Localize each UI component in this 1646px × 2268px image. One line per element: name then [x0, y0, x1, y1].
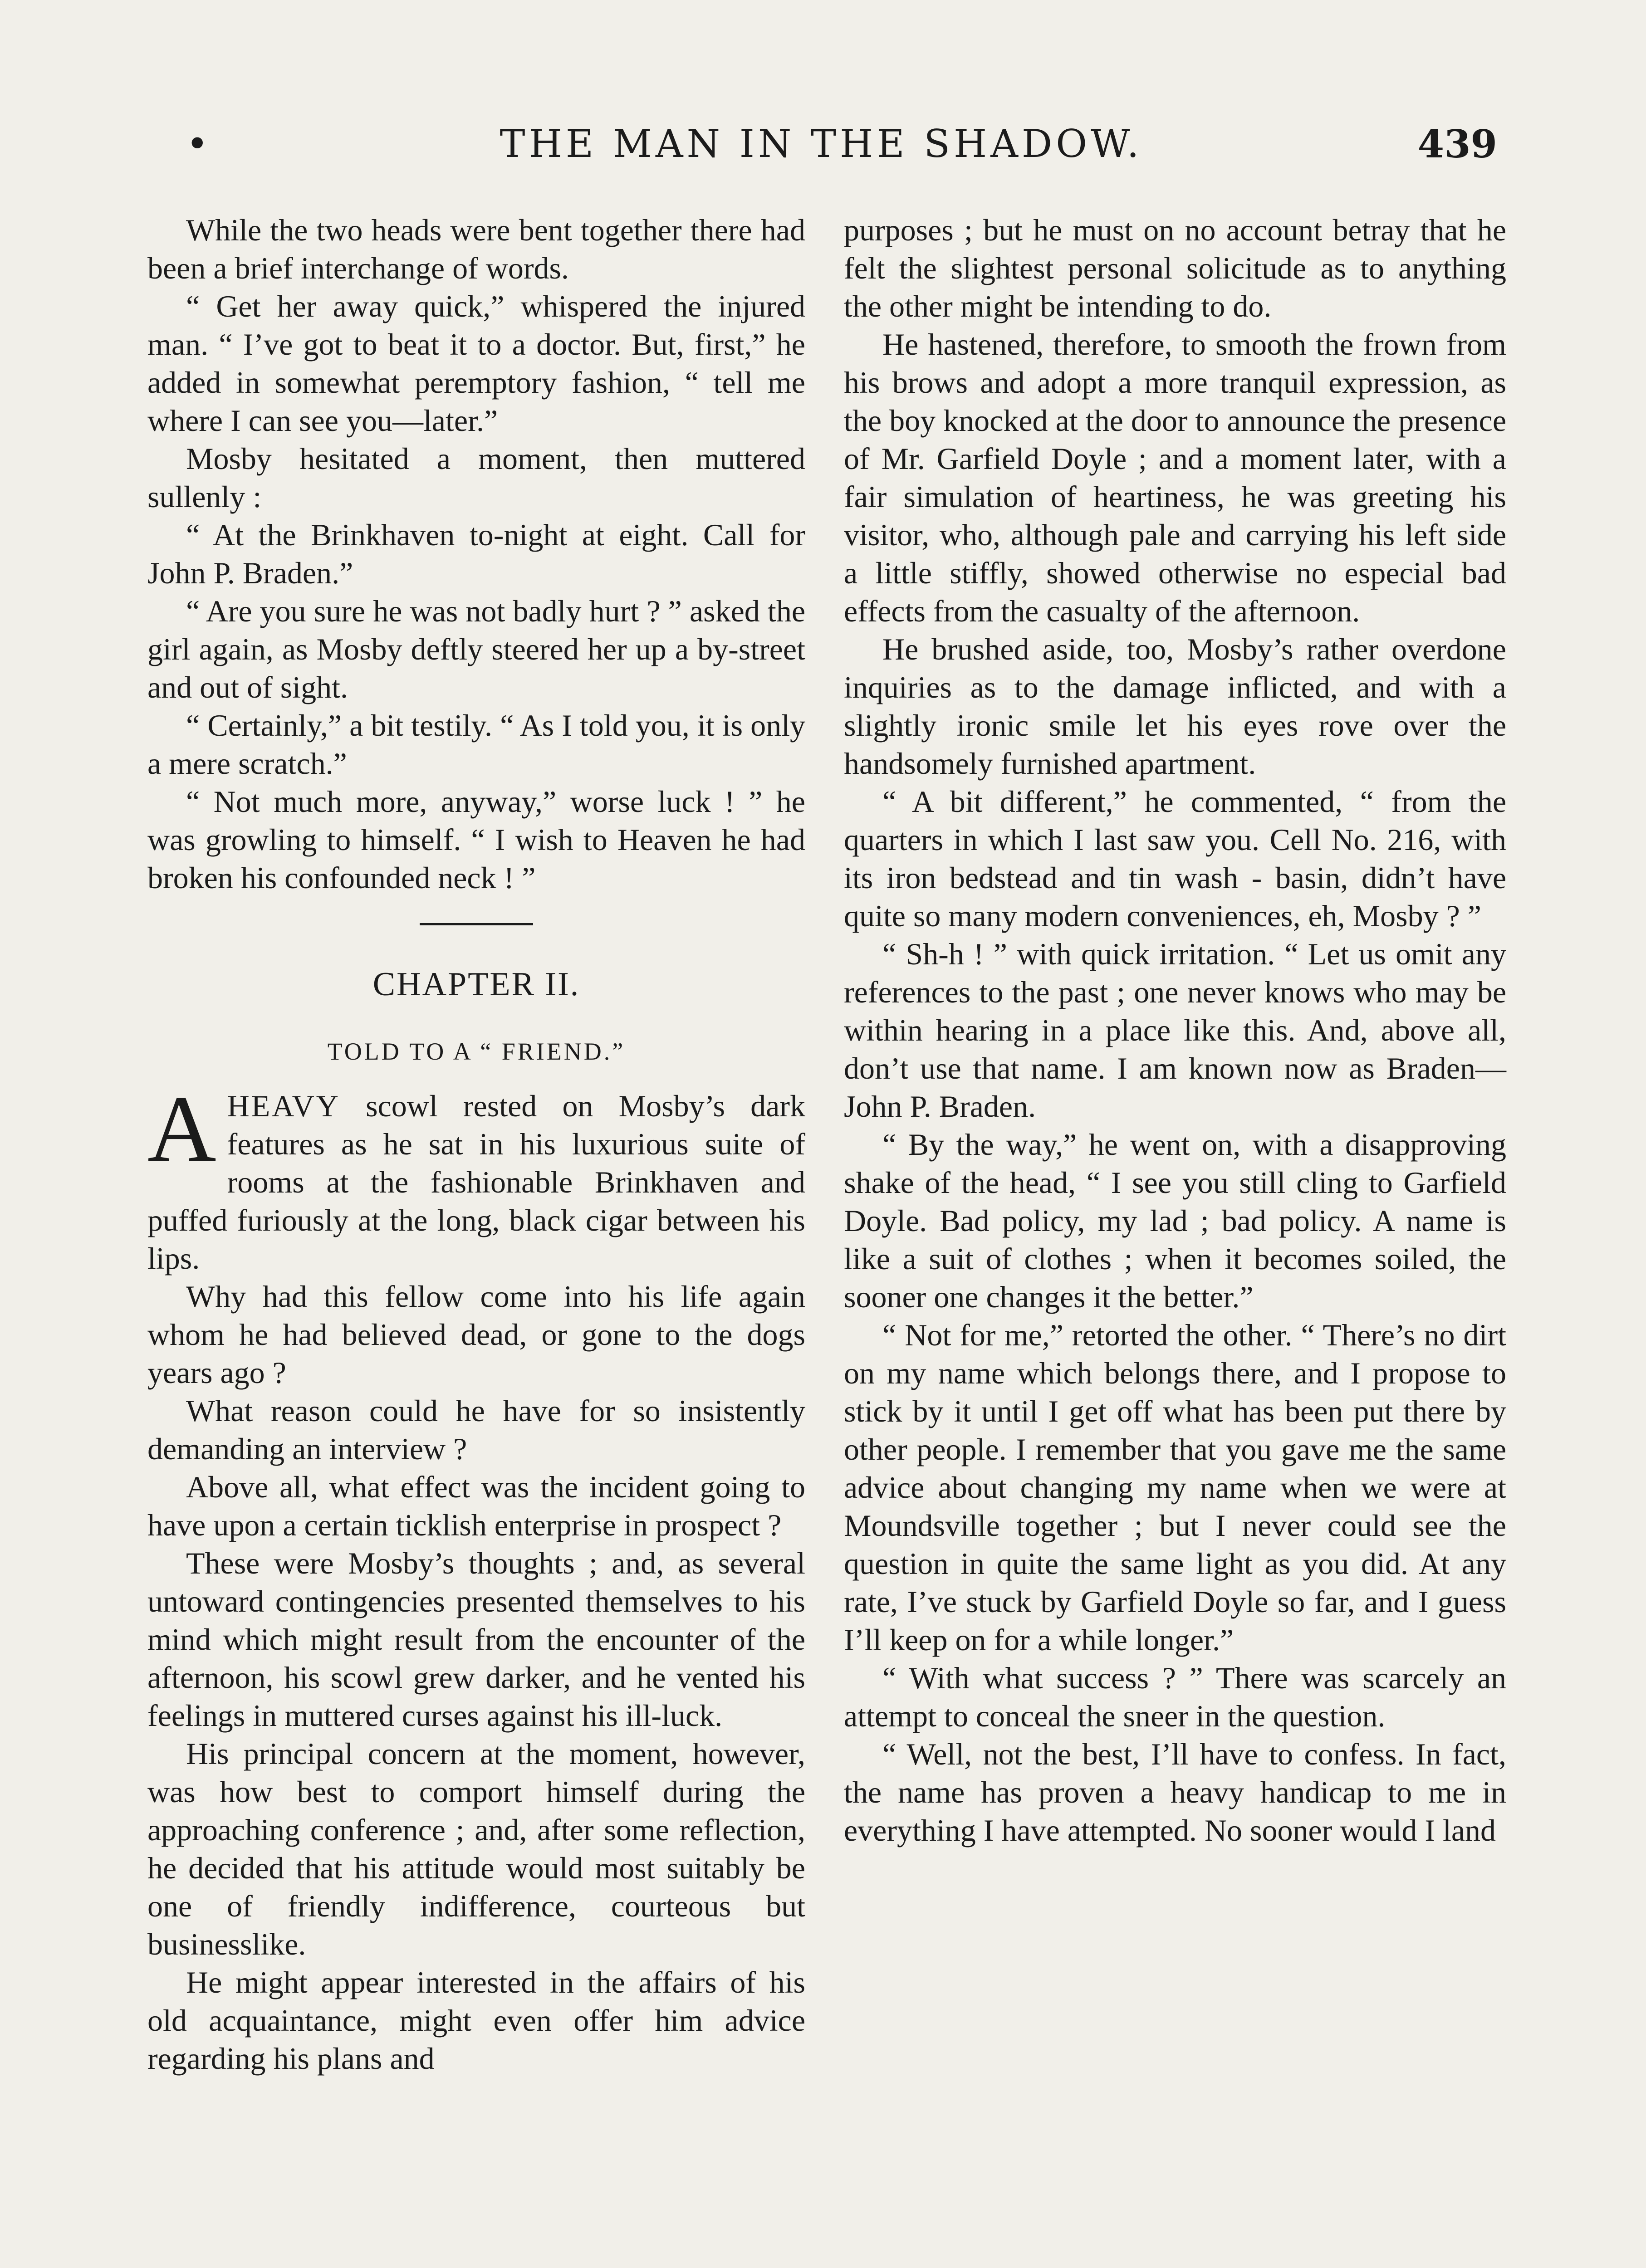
paragraph: Mosby hesitated a moment, then muttered sullenly : [147, 441, 805, 514]
header-bullet: • [186, 122, 209, 166]
running-header [145, 122, 1497, 171]
opening-paragraph [147, 1076, 805, 1277]
paragraph: “ Get her away quick,” whispered the injured man. “ I’ve got to beat it to a doctor. But, first,” he added in somewhat peremptory fashion, “ tell me where I can see you—later.” [147, 289, 805, 438]
opening-text: scowl rested on Mosby’s dark features as he sat in his luxurious suite of rooms at the fashionable Brinkhaven and puffed furiously at the long, black cigar between his lips. [147, 1089, 805, 1276]
section-divider [420, 923, 533, 925]
paragraph: His principal concern at the moment, however, was how best to comport himself during the approaching conference ; and, after some reflection, he decided that his attitude would most suitably be one of friendly indifference, courteous but businesslike. [147, 1736, 805, 1961]
paragraph: “ Certainly,” a bit testily. “ As I told you, it is only a mere scratch.” [147, 708, 805, 781]
left-column [147, 211, 805, 2077]
paragraph: Why had this fellow come into his life again whom he had believed dead, or gone to the dogs years ago ? [147, 1279, 805, 1390]
paragraph: “ At the Brinkhaven to-night at eight. Call for John P. Braden.” [147, 518, 805, 590]
paragraph: While the two heads were bent together there had been a brief interchange of words. [147, 213, 805, 285]
running-title: THE MAN IN THE SHADOW. [500, 122, 1143, 166]
paragraph: Above all, what effect was the incident going to have upon a certain ticklish enterprise in prospect ? [147, 1470, 805, 1542]
paragraph: “ A bit different,” he commented, “ from the quarters in which I last saw you. Cell No. 216, with its iron bedstead and tin wash - basin, didn’t have quite so many modern conveniences, eh, Mosby ? ” [844, 784, 1506, 933]
paragraph: “ By the way,” he went on, with a disapproving shake of the head, “ I see you still cling to Garfield Doyle. Bad policy, my lad ; bad policy. A name is like a suit of clothes ; when it becomes soiled, the sooner one changes it the better.” [844, 1127, 1506, 1314]
paragraph: He brushed aside, too, Mosby’s rather overdone inquiries as to the damage inflicted, and with a slightly ironic smile let his eyes rove over the handsomely furnished apartment. [844, 632, 1506, 781]
paragraph: “ Are you sure he was not badly hurt ? ” asked the girl again, as Mosby deftly steered her up a by-street and out of sight. [147, 594, 805, 704]
right-column [844, 211, 1506, 1849]
opening-small-caps: HEAVY [227, 1089, 340, 1123]
paragraph: He might appear interested in the affairs of his old acquaintance, might even offer him advice regarding his plans and [147, 1965, 805, 2076]
paragraph: He hastened, therefore, to smooth the frown from his brows and adopt a more tranquil expression, as the boy knocked at the door to announce the presence of Mr. Garfield Doyle ; and a moment later, with a fair simulation of heartiness, he was greeting his visitor, who, although pale and carrying his left side a little stiffly, showed otherwise no especial bad effects from the casualty of the afternoon. [844, 327, 1506, 628]
paragraph: “ Not much more, anyway,” worse luck ! ” he was growling to himself. “ I wish to Heaven he had broken his confounded neck ! ” [147, 784, 805, 895]
paragraph: “ Sh-h ! ” with quick irritation. “ Let us omit any references to the past ; one never knows who may be within hearing in a place like this. And, above all, don’t use that name. I am known now as Braden—John P. Braden. [844, 937, 1506, 1124]
paragraph: “ With what success ? ” There was scarcely an attempt to conceal the sneer in the question. [844, 1661, 1506, 1733]
chapter-subtitle: TOLD TO A “ FRIEND.” [327, 1038, 626, 1065]
paragraph: “ Not for me,” retorted the other. “ There’s no dirt on my name which belongs there, and I propose to stick by it until I get off what has been put there by other people. I remember that you gave me the same advice about changing my name when we were at Moundsville together ; but I never could see the question in quite the same light as you did. At any rate, I’ve stuck by Garfield Doyle so far, and I guess I’ll keep on for a while longer.” [844, 1318, 1506, 1657]
drop-cap: A [147, 1076, 216, 1182]
continued-paragraph: purposes ; but he must on no account betray that he felt the slightest personal solicitude as to anything the other might be intending to do. [844, 213, 1506, 323]
page-number: 439 [1417, 122, 1497, 166]
chapter-title: CHAPTER II. [372, 966, 580, 1003]
paragraph: What reason could he have for so insistently demanding an interview ? [147, 1393, 805, 1466]
paragraph: “ Well, not the best, I’ll have to confess. In fact, the name has proven a heavy handicap to me in everything I have attempted. No sooner would I land [844, 1737, 1506, 1848]
paragraph: These were Mosby’s thoughts ; and, as several untoward contingencies presented themselves to his mind which might result from the encounter of the afternoon, his scowl grew darker, and he vented his feelings in muttered curses against his ill-luck. [147, 1546, 805, 1733]
